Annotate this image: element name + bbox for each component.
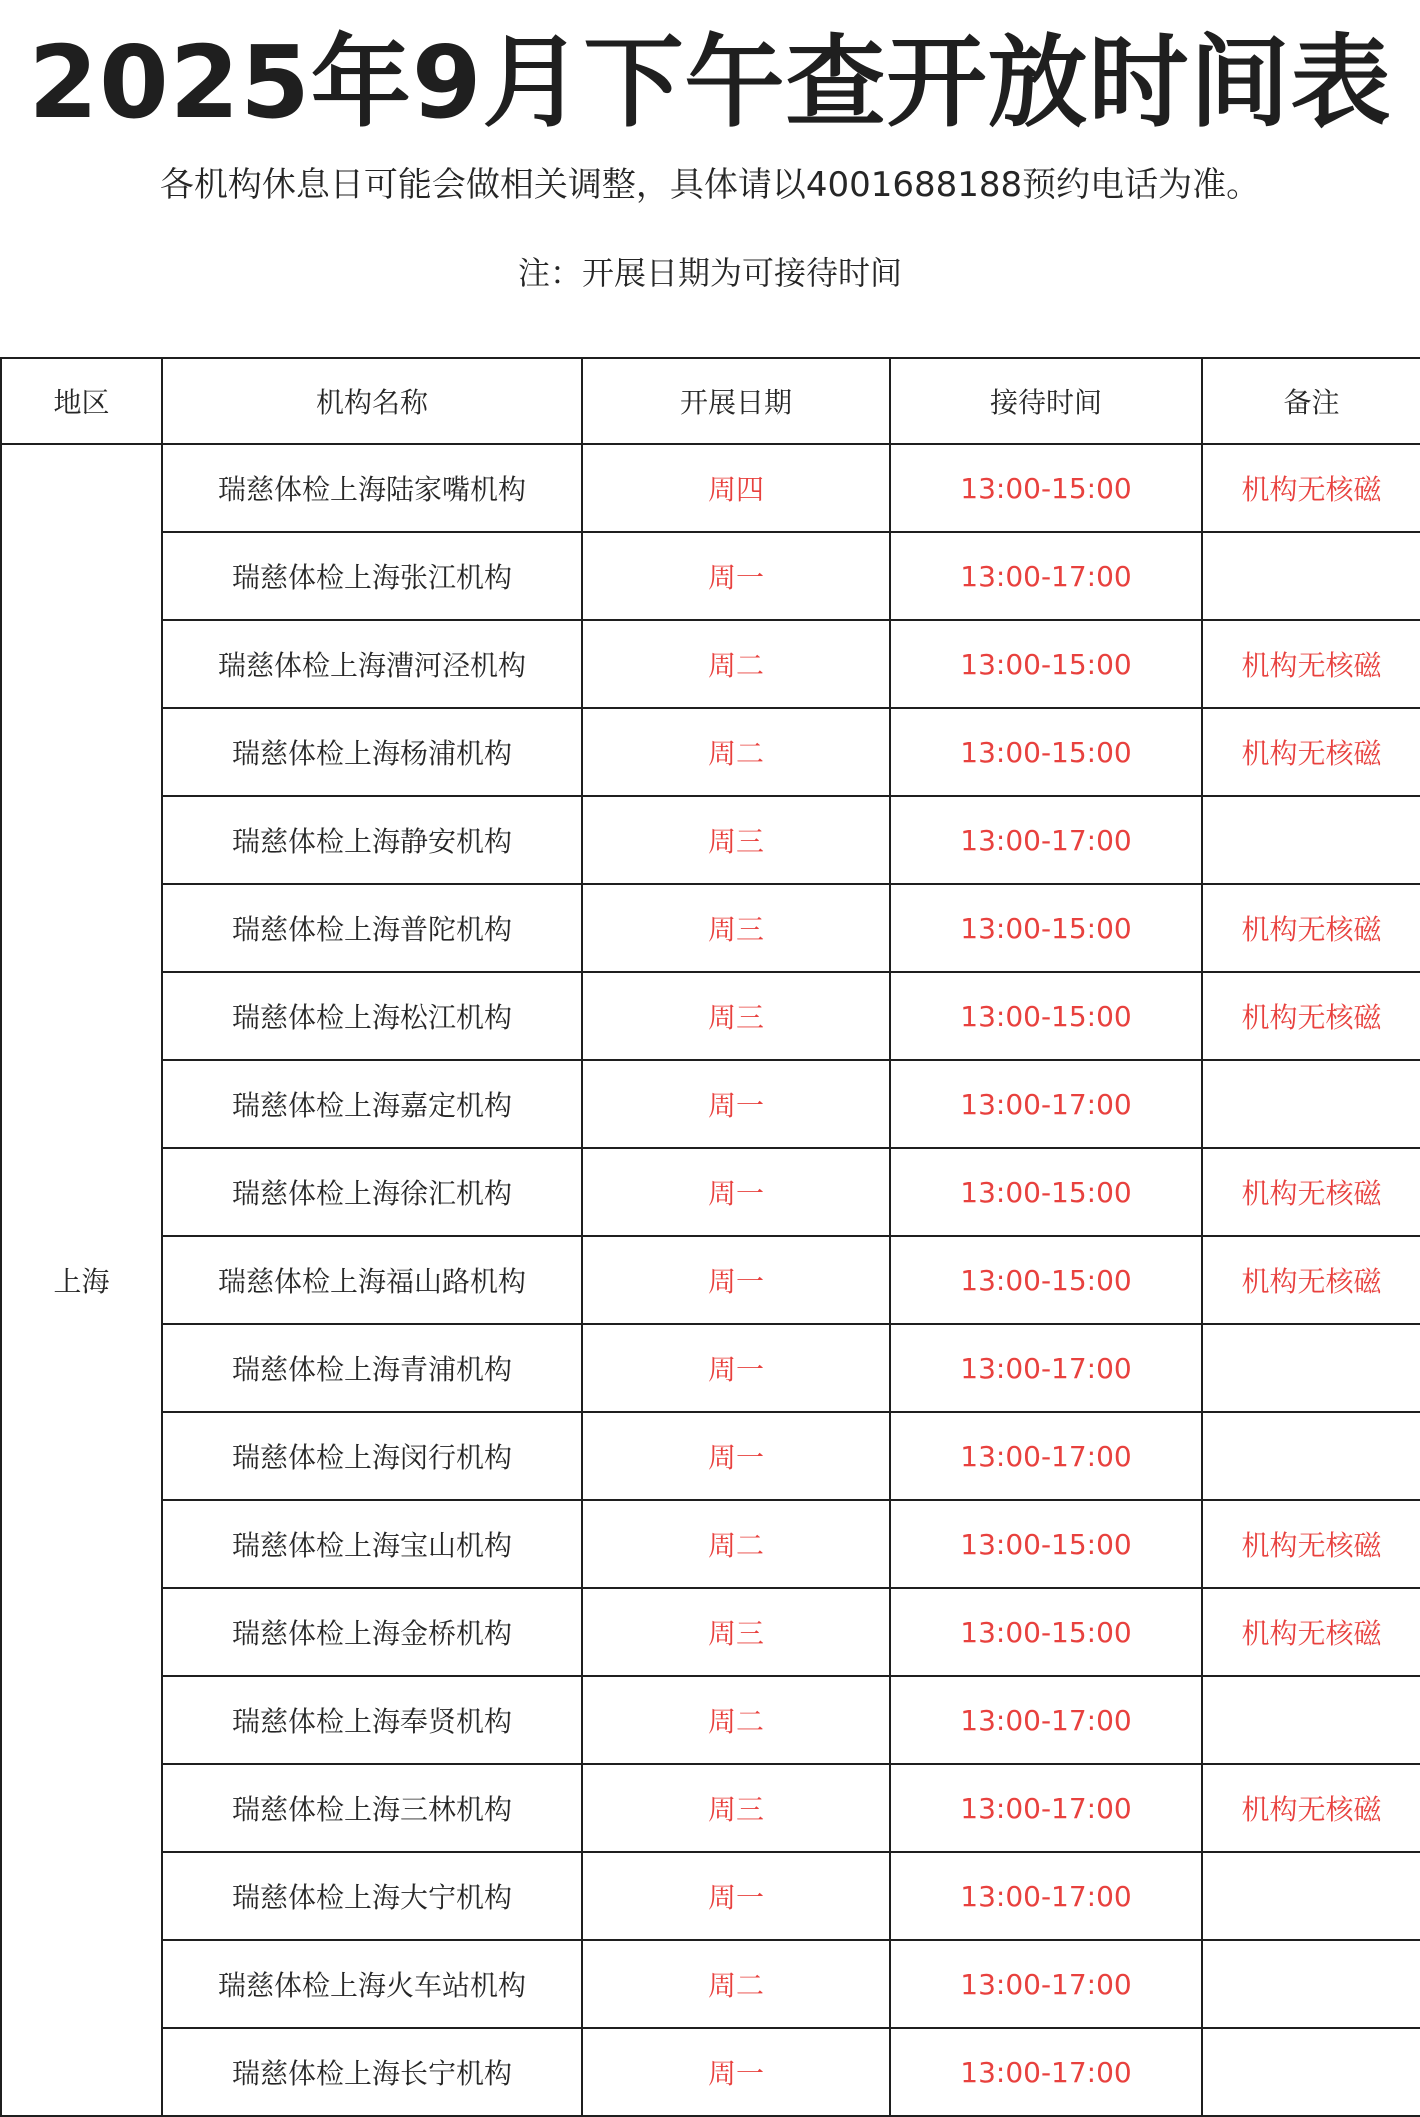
table-row (1, 1412, 1420, 1500)
page-title: 2025年9月下午查开放时间表 (28, 24, 1392, 141)
remark-cell: 机构无核磁 (1202, 1148, 1420, 1236)
open-day-cell: 周一 (582, 1060, 890, 1148)
table-row (1, 620, 1420, 708)
table-row (1, 1588, 1420, 1676)
institution-name-cell: 瑞慈体检上海三林机构 (162, 1764, 582, 1852)
institution-name-cell: 瑞慈体检上海金桥机构 (162, 1588, 582, 1676)
reception-time-cell: 13:00-17:00 (890, 532, 1202, 620)
reception-time-cell: 13:00-17:00 (890, 1324, 1202, 1412)
open-day-cell: 周二 (582, 1500, 890, 1588)
table-row (1, 884, 1420, 972)
remark-cell (1202, 1324, 1420, 1412)
reception-time-cell: 13:00-15:00 (890, 444, 1202, 532)
institution-name-cell: 瑞慈体检上海青浦机构 (162, 1324, 582, 1412)
open-day-cell: 周三 (582, 796, 890, 884)
remark-cell: 机构无核磁 (1202, 972, 1420, 1060)
institution-name-cell: 瑞慈体检上海张江机构 (162, 532, 582, 620)
institution-name-cell: 瑞慈体检上海徐汇机构 (162, 1148, 582, 1236)
reception-time-cell: 13:00-15:00 (890, 1500, 1202, 1588)
open-day-cell: 周二 (582, 708, 890, 796)
institution-name-cell: 瑞慈体检上海大宁机构 (162, 1852, 582, 1940)
remark-cell: 机构无核磁 (1202, 1588, 1420, 1676)
open-day-cell: 周二 (582, 1676, 890, 1764)
column-header-time: 接待时间 (890, 358, 1202, 444)
open-day-cell: 周一 (582, 1236, 890, 1324)
open-day-cell: 周一 (582, 532, 890, 620)
table-row (1, 1764, 1420, 1852)
remark-cell (1202, 1852, 1420, 1940)
open-day-cell: 周二 (582, 620, 890, 708)
institution-name-cell: 瑞慈体检上海杨浦机构 (162, 708, 582, 796)
institution-name-cell: 瑞慈体检上海普陀机构 (162, 884, 582, 972)
column-header-region: 地区 (1, 358, 162, 444)
reception-time-cell: 13:00-15:00 (890, 1236, 1202, 1324)
table-row (1, 1500, 1420, 1588)
remark-cell (1202, 1060, 1420, 1148)
remark-cell (1202, 2028, 1420, 2116)
open-day-cell: 周三 (582, 1588, 890, 1676)
table-row (1, 972, 1420, 1060)
institution-name-cell: 瑞慈体检上海嘉定机构 (162, 1060, 582, 1148)
table-row (1, 1324, 1420, 1412)
page-note: 注：开展日期为可接待时间 (517, 254, 902, 292)
institution-name-cell: 瑞慈体检上海奉贤机构 (162, 1676, 582, 1764)
reception-time-cell: 13:00-15:00 (890, 1588, 1202, 1676)
table-header-row (1, 358, 1420, 444)
table-row (1, 796, 1420, 884)
remark-cell (1202, 532, 1420, 620)
remark-cell (1202, 1940, 1420, 2028)
remark-cell (1202, 1412, 1420, 1500)
open-day-cell: 周二 (582, 1940, 890, 2028)
reception-time-cell: 13:00-17:00 (890, 796, 1202, 884)
schedule-table (0, 357, 1420, 2117)
table-row (1, 708, 1420, 796)
open-day-cell: 周三 (582, 1764, 890, 1852)
table-row (1, 1060, 1420, 1148)
open-day-cell: 周一 (582, 1412, 890, 1500)
column-header-date: 开展日期 (582, 358, 890, 444)
remark-cell (1202, 796, 1420, 884)
reception-time-cell: 13:00-15:00 (890, 708, 1202, 796)
table-row (1, 1940, 1420, 2028)
institution-name-cell: 瑞慈体检上海静安机构 (162, 796, 582, 884)
reception-time-cell: 13:00-17:00 (890, 1852, 1202, 1940)
remark-cell: 机构无核磁 (1202, 1500, 1420, 1588)
table-row (1, 444, 1420, 532)
remark-cell: 机构无核磁 (1202, 1236, 1420, 1324)
region-cell: 上海 (1, 444, 162, 2116)
open-day-cell: 周一 (582, 1324, 890, 1412)
reception-time-cell: 13:00-17:00 (890, 2028, 1202, 2116)
reception-time-cell: 13:00-17:00 (890, 1060, 1202, 1148)
remark-cell: 机构无核磁 (1202, 620, 1420, 708)
institution-name-cell: 瑞慈体检上海闵行机构 (162, 1412, 582, 1500)
remark-cell: 机构无核磁 (1202, 708, 1420, 796)
reception-time-cell: 13:00-17:00 (890, 1940, 1202, 2028)
remark-cell: 机构无核磁 (1202, 444, 1420, 532)
open-day-cell: 周一 (582, 1852, 890, 1940)
institution-name-cell: 瑞慈体检上海长宁机构 (162, 2028, 582, 2116)
table-row (1, 1236, 1420, 1324)
open-day-cell: 周四 (582, 444, 890, 532)
institution-name-cell: 瑞慈体检上海火车站机构 (162, 1940, 582, 2028)
institution-name-cell: 瑞慈体检上海松江机构 (162, 972, 582, 1060)
table-body (1, 444, 1420, 2116)
table-row (1, 1148, 1420, 1236)
remark-cell: 机构无核磁 (1202, 1764, 1420, 1852)
table-row (1, 2028, 1420, 2116)
column-header-institution: 机构名称 (162, 358, 582, 444)
institution-name-cell: 瑞慈体检上海陆家嘴机构 (162, 444, 582, 532)
page-subtitle: 各机构休息日可能会做相关调整，具体请以4001688188预约电话为准。 (159, 165, 1261, 205)
column-header-remark: 备注 (1202, 358, 1420, 444)
reception-time-cell: 13:00-17:00 (890, 1676, 1202, 1764)
institution-name-cell: 瑞慈体检上海福山路机构 (162, 1236, 582, 1324)
reception-time-cell: 13:00-17:00 (890, 1412, 1202, 1500)
institution-name-cell: 瑞慈体检上海漕河泾机构 (162, 620, 582, 708)
table-row (1, 1676, 1420, 1764)
remark-cell (1202, 1676, 1420, 1764)
reception-time-cell: 13:00-15:00 (890, 884, 1202, 972)
open-day-cell: 周一 (582, 1148, 890, 1236)
open-day-cell: 周三 (582, 972, 890, 1060)
remark-cell: 机构无核磁 (1202, 884, 1420, 972)
table-row (1, 1852, 1420, 1940)
table-row (1, 532, 1420, 620)
reception-time-cell: 13:00-15:00 (890, 620, 1202, 708)
reception-time-cell: 13:00-17:00 (890, 1764, 1202, 1852)
open-day-cell: 周一 (582, 2028, 890, 2116)
reception-time-cell: 13:00-15:00 (890, 972, 1202, 1060)
institution-name-cell: 瑞慈体检上海宝山机构 (162, 1500, 582, 1588)
reception-time-cell: 13:00-15:00 (890, 1148, 1202, 1236)
open-day-cell: 周三 (582, 884, 890, 972)
